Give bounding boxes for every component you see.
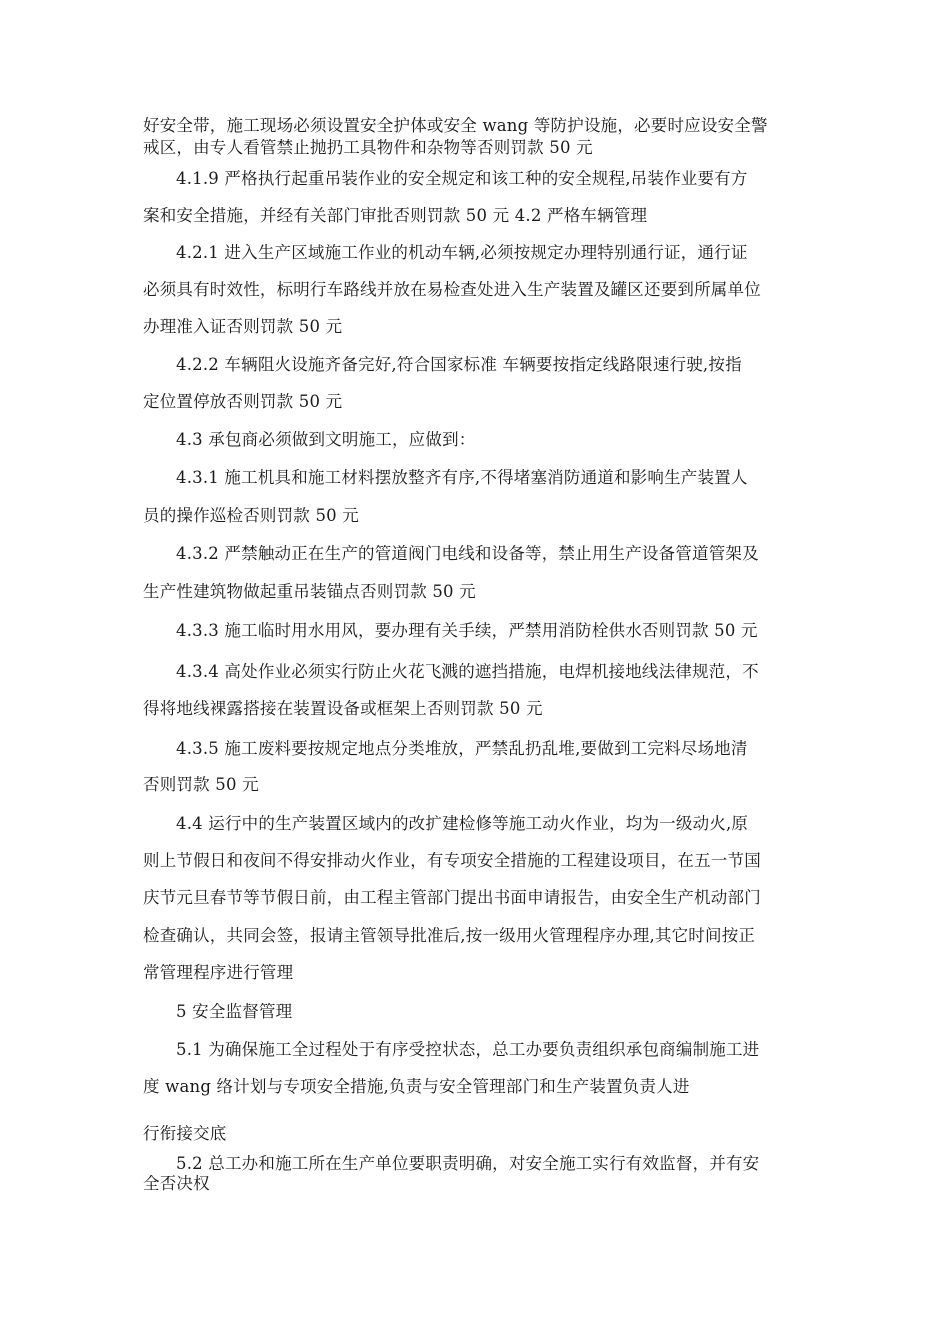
text-line: 好安全带，施工现场必须设置安全护体或安全 wang 等防护设施，必要时应设安全警 [143, 116, 768, 135]
text-line: 得将地线裸露搭接在装置设备或框架上否则罚款 50 元 [143, 699, 543, 718]
section-heading: 5 安全监督管理 [176, 1002, 293, 1021]
text-line: 员的操作巡检否则罚款 50 元 [143, 506, 359, 525]
text-line: 庆节元旦春节等节假日前，由工程主管部门提出书面申请报告，由安全生产机动部门 [143, 888, 761, 907]
text-line: 度 wang 络计划与专项安全措施,负责与安全管理部门和生产装置负责人进 [143, 1077, 690, 1096]
text-line: 则上节假日和夜间不得安排动火作业，有专项安全措施的工程建设项目，在五一节国 [143, 851, 761, 870]
text-line: 5.2 总工办和施工所在生产单位要职责明确，对安全施工实行有效监督，并有安 [176, 1154, 760, 1173]
text-line: 全否决权 [143, 1174, 210, 1193]
text-line: 4.3.5 施工废料要按规定地点分类堆放，严禁乱扔乱堆,要做到工完料尽场地清 [176, 739, 748, 758]
text-line: 必须具有时效性，标明行车路线并放在易检查处进入生产装置及罐区还要到所属单位 [143, 280, 761, 299]
text-line: 5.1 为确保施工全过程处于有序受控状态，总工办要负责组织承包商编制施工进 [176, 1040, 760, 1059]
text-line: 生产性建筑物做起重吊装锚点否则罚款 50 元 [143, 582, 476, 601]
text-line: 办理准入证否则罚款 50 元 [143, 317, 343, 336]
text-line: 4.4 运行中的生产装置区域内的改扩建检修等施工动火作业，均为一级动火,原 [176, 814, 749, 833]
text-line: 4.3.1 施工机具和施工材料摆放整齐有序,不得堵塞消防通道和影响生产装置人 [176, 468, 748, 487]
text-line: 案和安全措施，并经有关部门审批否则罚款 50 元 4.2 严格车辆管理 [143, 206, 648, 225]
text-line: 4.3.2 严禁触动正在生产的管道阀门电线和设备等，禁止用生产设备管道管架及 [176, 544, 759, 563]
text-line: 常管理程序进行管理 [143, 963, 294, 982]
text-line: 4.2.2 车辆阻火设施齐备完好,符合国家标准 车辆要按指定线路限速行驶,按指 [176, 355, 742, 374]
text-line: 4.3.3 施工临时用水用风，要办理有关手续，严禁用消防栓供水否则罚款 50 元 [176, 621, 758, 640]
text-line: 行衔接交底 [143, 1124, 227, 1143]
text-line: 4.3 承包商必须做到文明施工，应做到： [176, 430, 476, 449]
text-line: 4.3.4 高处作业必须实行防止火花飞溅的遮挡措施，电焊机接地线法律规范，不 [176, 662, 759, 681]
text-line: 4.1.9 严格执行起重吊装作业的安全规定和该工种的安全规程,吊装作业要有方 [176, 169, 748, 188]
text-line: 4.2.1 进入生产区域施工作业的机动车辆,必须按规定办理特别通行证，通行证 [176, 243, 748, 262]
text-line: 否则罚款 50 元 [143, 775, 259, 794]
text-line: 检查确认，共同会签，报请主管领导批准后,按一级用火管理程序办理,其它时间按正 [143, 926, 756, 945]
text-line: 戒区，由专人看管禁止抛扔工具物件和杂物等否则罚款 50 元 [143, 138, 593, 157]
text-line: 定位置停放否则罚款 50 元 [143, 392, 343, 411]
